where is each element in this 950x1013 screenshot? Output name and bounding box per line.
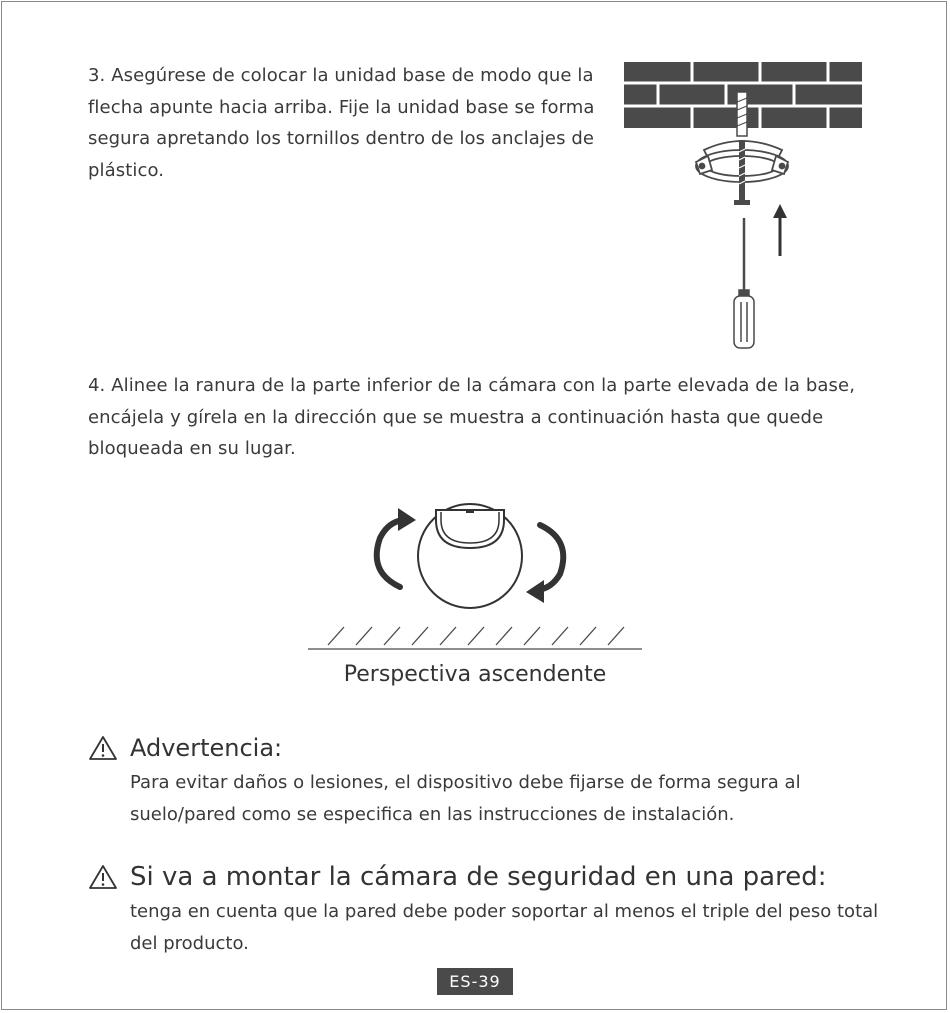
warning-triangle-icon [88, 863, 118, 891]
wall-mount-warning-title: Si va a montar la cámara de seguridad en una pared: [130, 862, 827, 892]
ground-line [308, 627, 642, 649]
plastic-anchor [737, 92, 747, 136]
wall-mount-warning-body: tenga en cuenta que la pared debe poder soportar al menos el triple del peso total del producto. [130, 901, 879, 954]
warning-triangle-icon [88, 734, 118, 762]
up-arrow-icon [773, 204, 787, 256]
camera-bottom-view [418, 504, 522, 608]
wall-mount-warning-block [88, 860, 900, 959]
step-4-text: 4. Alinee la ranura de la parte inferior de la cámara con la parte elevada de la base, encájela y gírela en la dirección que se muestra a continuación hasta que quede bloqueada en su lugar. [88, 375, 856, 459]
page-number-badge: ES-39 [437, 968, 513, 995]
step-3-text: 3. Asegúrese de colocar la unidad base de modo que la flecha apunte hacia arriba. Fije la unidad base se forma segura apretando los tornillos dentro de los anclajes de plástico. [88, 65, 595, 181]
warning-heading [88, 731, 860, 765]
rotate-right-arrow-icon [526, 525, 563, 603]
warning-title: Advertencia: [130, 734, 283, 762]
rotate-left-arrow-icon [377, 508, 416, 587]
warning-body: Para evitar daños o lesiones, el dispositivo debe fijarse de forma segura al suelo/pared como se especifica en las instrucciones de instalación. [130, 772, 801, 825]
wall-mount-warning-heading [88, 860, 900, 894]
camera-rotation-diagram [300, 500, 650, 660]
wall-mount-illustration [620, 58, 870, 358]
warning-block [88, 731, 860, 830]
diagram-caption: Perspectiva ascendente [343, 662, 607, 687]
screwdriver [734, 218, 754, 348]
